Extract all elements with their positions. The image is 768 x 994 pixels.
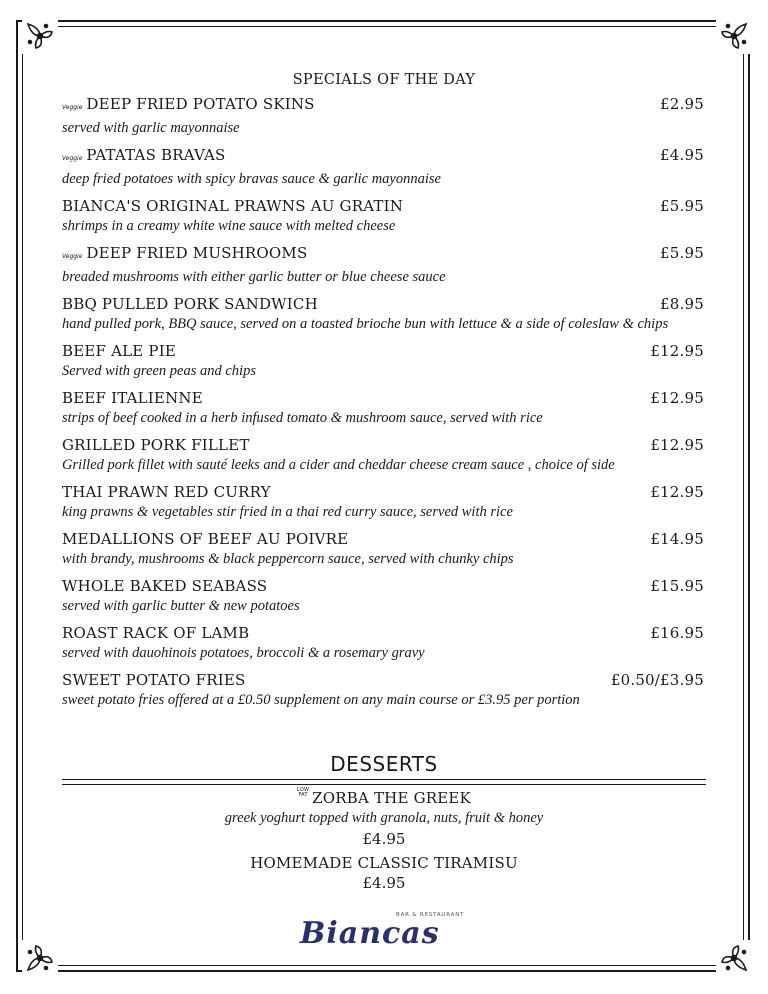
- menu-item-name: THAI PRAWN RED CURRY: [62, 483, 271, 501]
- logo-tagline: BAR & RESTAURANT: [396, 912, 465, 918]
- menu-item-description: Grilled pork fillet with sauté leeks and a cider and cheddar cheese cream sauce , choice of side: [62, 457, 615, 473]
- menu-item-description: breaded mushrooms with either garlic butter or blue cheese sauce: [62, 269, 446, 285]
- menu-item: [62, 243, 706, 287]
- dessert-description: greek yoghurt topped with granola, nuts, fruit & honey: [224, 810, 544, 826]
- menu-item-name-wrap: [62, 529, 348, 549]
- menu-item-description: served with dauohinois potatoes, broccoli & a rosemary gravy: [62, 645, 425, 661]
- menu-item-name-wrap: [62, 243, 307, 267]
- menu-item-price: £0.50/£3.95: [610, 671, 704, 689]
- menu-item: [62, 435, 706, 475]
- menu-item-line: [62, 145, 706, 169]
- menu-item-line: [62, 623, 706, 643]
- menu-item-name: PATATAS BRAVAS: [86, 146, 226, 164]
- menu-item-price: £8.95: [660, 295, 704, 313]
- dessert-name: [62, 788, 706, 808]
- desserts-list: [62, 788, 706, 897]
- menu-item-line: [62, 529, 706, 549]
- menu-item-line: [62, 294, 706, 314]
- desserts-heading: DESSERTS: [330, 752, 438, 776]
- low-fat-badge-bottom: FAT: [298, 792, 308, 798]
- menu-item-name-wrap: [62, 435, 250, 455]
- menu-item: [62, 341, 706, 381]
- menu-item: [62, 94, 706, 138]
- menu-item-name-wrap: [62, 482, 271, 502]
- menu-item-description: served with garlic butter & new potatoes: [62, 598, 300, 614]
- menu-item: [62, 388, 706, 428]
- menu-item-description: strips of beef cooked in a herb infused tomato & mushroom sauce, served with rice: [62, 410, 543, 426]
- menu-item-price: £15.95: [650, 577, 704, 595]
- menu-item-price: £4.95: [660, 146, 704, 164]
- specials-section: [62, 72, 706, 717]
- dessert-name-text: ZORBA THE GREEK: [312, 789, 471, 807]
- menu-item-price: £12.95: [650, 436, 704, 454]
- menu-item-name: MEDALLIONS OF BEEF AU POIVRE: [62, 530, 349, 548]
- specials-list: [62, 94, 706, 710]
- ornament-icon: [716, 18, 752, 54]
- menu-item-line: [62, 670, 706, 690]
- menu-item-name-wrap: [62, 94, 315, 118]
- veggie-badge: Veggie: [62, 104, 83, 111]
- menu-item-price: £12.95: [650, 342, 704, 360]
- logo-wordmark: Biancas: [300, 916, 440, 951]
- menu-item-name: ROAST RACK OF LAMB: [62, 624, 250, 642]
- menu-item: [62, 670, 706, 710]
- menu-item: [62, 196, 706, 236]
- ornament-icon: [716, 940, 752, 976]
- menu-item: [62, 623, 706, 663]
- menu-item-price: £12.95: [650, 483, 704, 501]
- menu-item-description: Served with green peas and chips: [62, 363, 256, 379]
- menu-item-line: [62, 482, 706, 502]
- menu-item-line: [62, 94, 706, 118]
- menu-item-line: [62, 576, 706, 596]
- menu-item-name-wrap: [62, 196, 403, 216]
- menu-item-name: GRILLED PORK FILLET: [62, 436, 250, 454]
- low-fat-badge-top: LOW: [297, 787, 310, 793]
- menu-item-name: BBQ PULLED PORK SANDWICH: [62, 295, 318, 313]
- menu-item-name-wrap: [62, 623, 249, 643]
- divider: [62, 779, 706, 780]
- menu-item-name: BEEF ITALIENNE: [62, 389, 203, 407]
- menu-item-description: shrimps in a creamy white wine sauce with melted cheese: [62, 218, 396, 234]
- dessert-price: £4.95: [362, 830, 406, 848]
- menu-item: [62, 529, 706, 569]
- low-fat-badge: [297, 788, 309, 798]
- menu-item-name-wrap: [62, 341, 176, 361]
- menu-item-name-wrap: [62, 576, 267, 596]
- menu-item-description: deep fried potatoes with spicy bravas sauce & garlic mayonnaise: [62, 171, 441, 187]
- menu-item-name: DEEP FRIED POTATO SKINS: [86, 95, 315, 113]
- menu-item-line: [62, 243, 706, 267]
- menu-item-price: £2.95: [660, 95, 704, 113]
- biancas-logo: [300, 910, 470, 960]
- menu-item-line: [62, 435, 706, 455]
- menu-item: [62, 145, 706, 189]
- dessert-name-text: HOMEMADE CLASSIC TIRAMISU: [250, 854, 518, 872]
- menu-item-description: with brandy, mushrooms & black peppercorn sauce, served with chunky chips: [62, 551, 514, 567]
- menu-item-name: BIANCA'S ORIGINAL PRAWNS AU GRATIN: [62, 197, 404, 215]
- veggie-badge: Veggie: [62, 253, 83, 260]
- menu-item-line: [62, 388, 706, 408]
- menu-item-name: BEEF ALE PIE: [62, 342, 176, 360]
- menu-item: [62, 294, 706, 334]
- menu-item-name-wrap: [62, 294, 318, 314]
- menu-item: [62, 576, 706, 616]
- menu-item: [62, 482, 706, 522]
- menu-item-price: £16.95: [650, 624, 704, 642]
- menu-item-description: sweet potato fries offered at a £0.50 supplement on any main course or £3.95 per portion: [62, 692, 580, 708]
- menu-item-name: SWEET POTATO FRIES: [62, 671, 246, 689]
- menu-item-name: WHOLE BAKED SEABASS: [62, 577, 268, 595]
- menu-item-name-wrap: [62, 388, 203, 408]
- specials-heading: SPECIALS OF THE DAY: [292, 72, 476, 88]
- menu-item-price: £12.95: [650, 389, 704, 407]
- menu-item-line: [62, 341, 706, 361]
- dessert-price: £4.95: [362, 874, 406, 892]
- menu-item-name-wrap: [62, 670, 245, 690]
- menu-item-name: DEEP FRIED MUSHROOMS: [86, 244, 308, 262]
- menu-item-price: £5.95: [660, 244, 704, 262]
- ornament-icon: [22, 940, 58, 976]
- menu-item-line: [62, 196, 706, 216]
- menu-item-price: £14.95: [650, 530, 704, 548]
- menu-item-name-wrap: [62, 145, 226, 169]
- menu-item-price: £5.95: [660, 197, 704, 215]
- menu-item-description: hand pulled pork, BBQ sauce, served on a toasted brioche bun with lettuce & a side of coleslaw & chips: [62, 316, 669, 332]
- veggie-badge: Veggie: [62, 155, 83, 162]
- dessert-name: [62, 853, 706, 873]
- menu-item-description: served with garlic mayonnaise: [62, 120, 240, 136]
- ornament-icon: [22, 18, 58, 54]
- menu-item-description: king prawns & vegetables stir fried in a thai red curry sauce, served with rice: [62, 504, 513, 520]
- divider: [62, 784, 706, 785]
